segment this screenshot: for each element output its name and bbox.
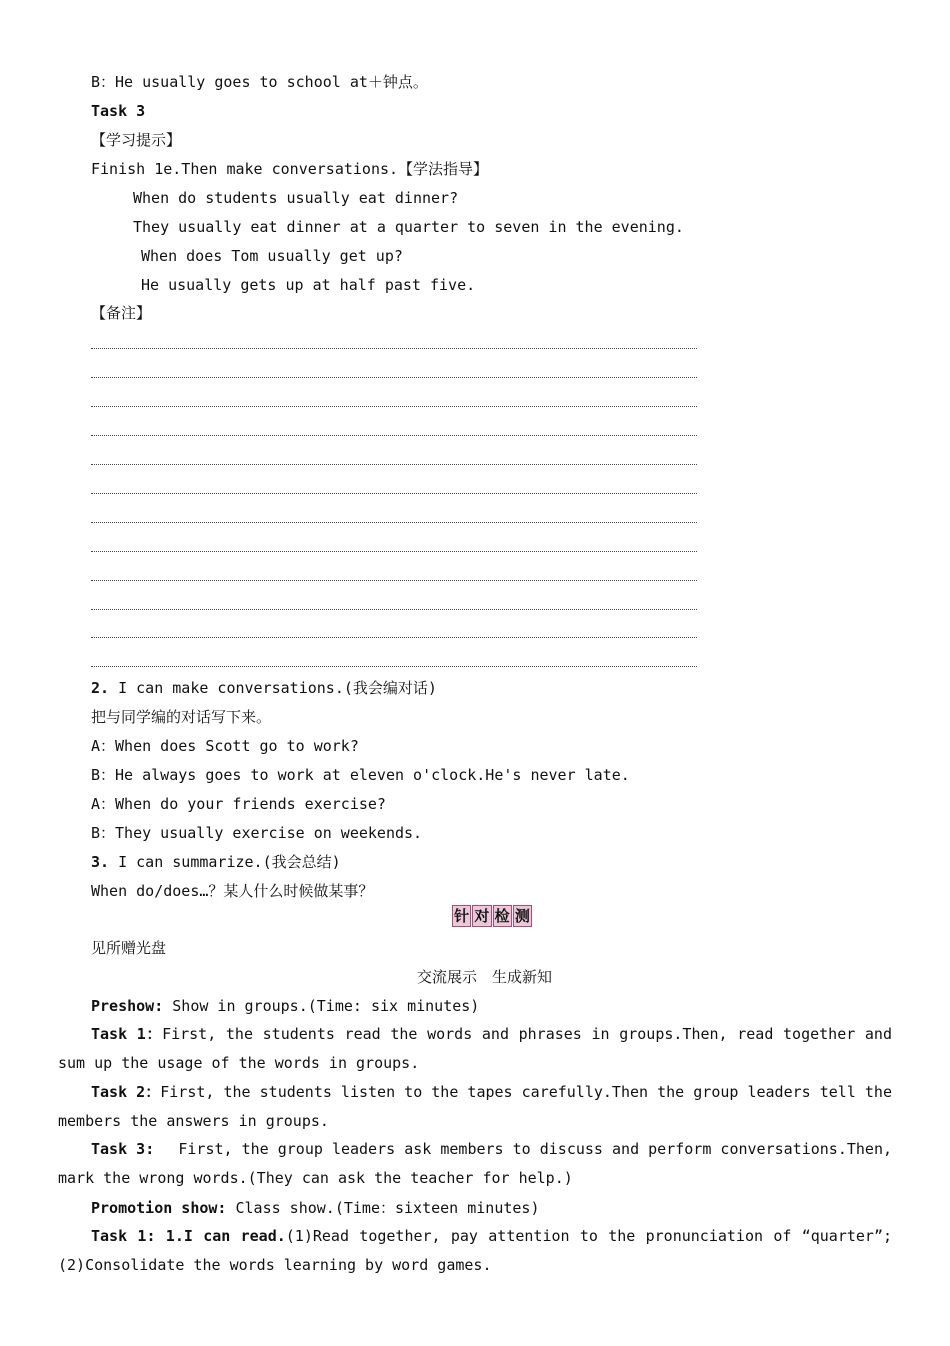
- task3-heading: Task 3: [91, 102, 146, 120]
- note-line: [91, 493, 697, 494]
- note-line: [91, 609, 697, 610]
- study-tip-heading: 【学习提示】: [91, 131, 182, 149]
- section2-instruction: 把与同学编的对话写下来。: [91, 708, 272, 726]
- note-line: [91, 464, 697, 465]
- dialog-line: B：They usually exercise on weekends.: [91, 824, 423, 842]
- promotion-text: Class show.(Time：sixteen minutes): [226, 1199, 540, 1217]
- promo-task-label: Task 1: 1.I can read.: [91, 1227, 286, 1245]
- finish-instruction: Finish 1e.Then make conversations.【学法指导】: [91, 160, 489, 178]
- note-line: [91, 666, 697, 667]
- dialog-line: A：When does Scott go to work?: [91, 737, 359, 755]
- task-paragraph-3: [58, 1135, 892, 1193]
- badge-char: 针: [452, 905, 471, 927]
- section3-number: 3.: [91, 853, 110, 871]
- task-text: First, the students read the words and phrases in groups.Then, read together and sum up the usage of the words in groups.: [58, 1025, 892, 1072]
- badge-char: 检: [493, 905, 512, 927]
- task-paragraph-2: [58, 1078, 892, 1136]
- note-line: [91, 348, 697, 349]
- task-text: First, the students listen to the tapes carefully.Then the group leaders tell the members the answers in groups.: [58, 1083, 892, 1130]
- promo-task-text: (1)Read together, pay attention to the pronunciation of “quarter”; (2)Consolidate the words learning by word games.: [58, 1227, 893, 1274]
- summary-line: When do/does…？某人什么时候做某事？: [91, 882, 374, 900]
- note-line: [91, 637, 697, 638]
- badge-char: 对: [472, 905, 491, 927]
- example-question-1: When do students usually eat dinner?: [133, 189, 459, 207]
- task-label: Task 1：: [91, 1025, 163, 1043]
- note-line: [91, 435, 697, 436]
- promotion-label: Promotion show:: [91, 1199, 227, 1217]
- preshow-line: [91, 996, 479, 1016]
- note-line: [91, 377, 697, 378]
- see-disc-note: 见所赠光盘: [91, 939, 167, 957]
- note-line: [91, 522, 697, 523]
- note-line: [91, 551, 697, 552]
- promo-task-paragraph: [58, 1222, 892, 1280]
- dialog-line: A：When do your friends exercise?: [91, 795, 386, 813]
- section2-number: 2.: [91, 679, 110, 697]
- section2-heading: [91, 678, 437, 698]
- note-line: [91, 580, 697, 581]
- dialog-line-b: B：He usually goes to school at＋钟点。: [91, 73, 428, 91]
- badge-char: 测: [513, 905, 532, 927]
- task-paragraph-1: [58, 1020, 892, 1078]
- task-label: Task 3:: [91, 1140, 155, 1158]
- promotion-line: [91, 1198, 539, 1218]
- example-answer-1: They usually eat dinner at a quarter to seven in the evening.: [133, 218, 684, 236]
- section2-title: I can make conversations.(我会编对话): [118, 679, 437, 697]
- example-answer-2: He usually gets up at half past five.: [141, 276, 476, 294]
- dialog-line: B：He always goes to work at eleven o'clock.He's never late.: [91, 766, 630, 784]
- check-badge: [452, 905, 532, 927]
- section3-title: I can summarize.(我会总结): [118, 853, 341, 871]
- task-text: First, the group leaders ask members to discuss and perform conversations.Then, mark the wrong words.(They can ask the teacher for help.): [58, 1140, 893, 1187]
- task-label: Task 2：: [91, 1083, 161, 1101]
- section-title: 交流展示 生成新知: [417, 968, 553, 986]
- preshow-text: Show in groups.(Time: six minutes): [163, 997, 480, 1015]
- preshow-label: Preshow:: [91, 997, 164, 1015]
- section3-heading: [91, 852, 341, 872]
- example-question-2: When does Tom usually get up?: [141, 247, 403, 265]
- note-line: [91, 406, 697, 407]
- notes-heading: 【备注】: [91, 304, 152, 322]
